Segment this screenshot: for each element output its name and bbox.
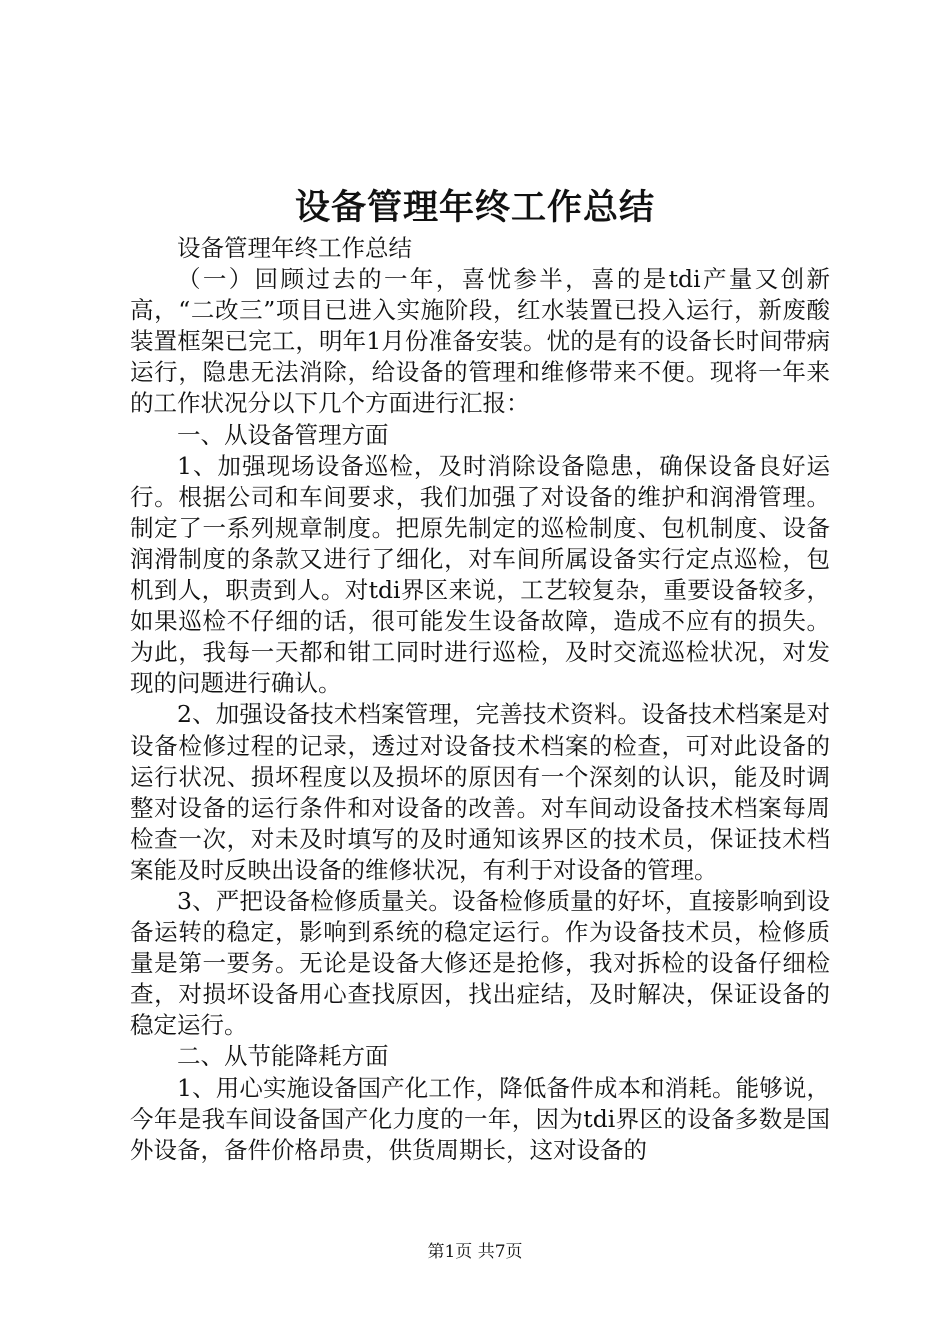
document-title: 设备管理年终工作总结 [294,187,655,228]
document-body [130,233,830,1166]
page-footer: 第1页 共7页 [427,1242,523,1262]
body-paragraph: 1、用心实施设备国产化工作，降低备件成本和消耗。能够说，今年是我车间设备国产化力度的一年，因为tdi界区的设备多数是国外设备，备件价格昂贵，供货周期长，这对设备的 [130,1073,830,1164]
body-subtitle: 设备管理年终工作总结 [177,234,412,262]
section-heading: 二、从节能降耗方面 [177,1042,389,1071]
section-heading: 一、从设备管理方面 [177,420,389,449]
body-paragraph: 2、加强设备技术档案管理，完善技术资料。设备技术档案是对设备检修过程的记录，透过对设备技术档案的检查，可对此设备的运行状况、损坏程度以及损坏的原因有一个深刻的认识，能及时调整对设备的运行条件和对设备的改善。对车间动设备技术档案每周检查一次，对未及时填写的及时通知该界区的技术员，保证技术档案能及时反映出设备的维修状况，有利于对设备的管理。 [130,700,830,884]
body-paragraph: （一）回顾过去的一年，喜忧参半，喜的是tdi产量又创新高，“二改三”项目已进入实施阶段，红水装置已投入运行，新废酸装置框架已完工，明年1月份准备安装。忧的是有的设备长时间带病运行，隐患无法消除，给设备的管理和维修带来不便。现将一年来的工作状况分以下几个方面进行汇报： [130,265,830,418]
body-paragraph: 1、加强现场设备巡检，及时消除设备隐患，确保设备良好运行。根据公司和车间要求，我们加强了对设备的维护和润滑管理。制定了一系列规章制度。把原先制定的巡检制度、包机制度、设备润滑制度的条款又进行了细化，对车间所属设备实行定点巡检，包机到人，职责到人。对tdi界区来说，工艺较复杂，重要设备较多，如果巡检不仔细的话，很可能发生设备故障，造成不应有的损失。为此，我每一天都和钳工同时进行巡检，及时交流巡检状况，对发现的问题进行确认。 [130,451,830,698]
body-paragraph: 3、严把设备检修质量关。设备检修质量的好坏，直接影响到设备运转的稳定，影响到系统的稳定运行。作为设备技术员，检修质量是第一要务。无论是设备大修还是抢修，我对拆检的设备仔细检查，对损坏设备用心查找原因，找出症结，及时解决，保证设备的稳定运行。 [130,886,830,1040]
